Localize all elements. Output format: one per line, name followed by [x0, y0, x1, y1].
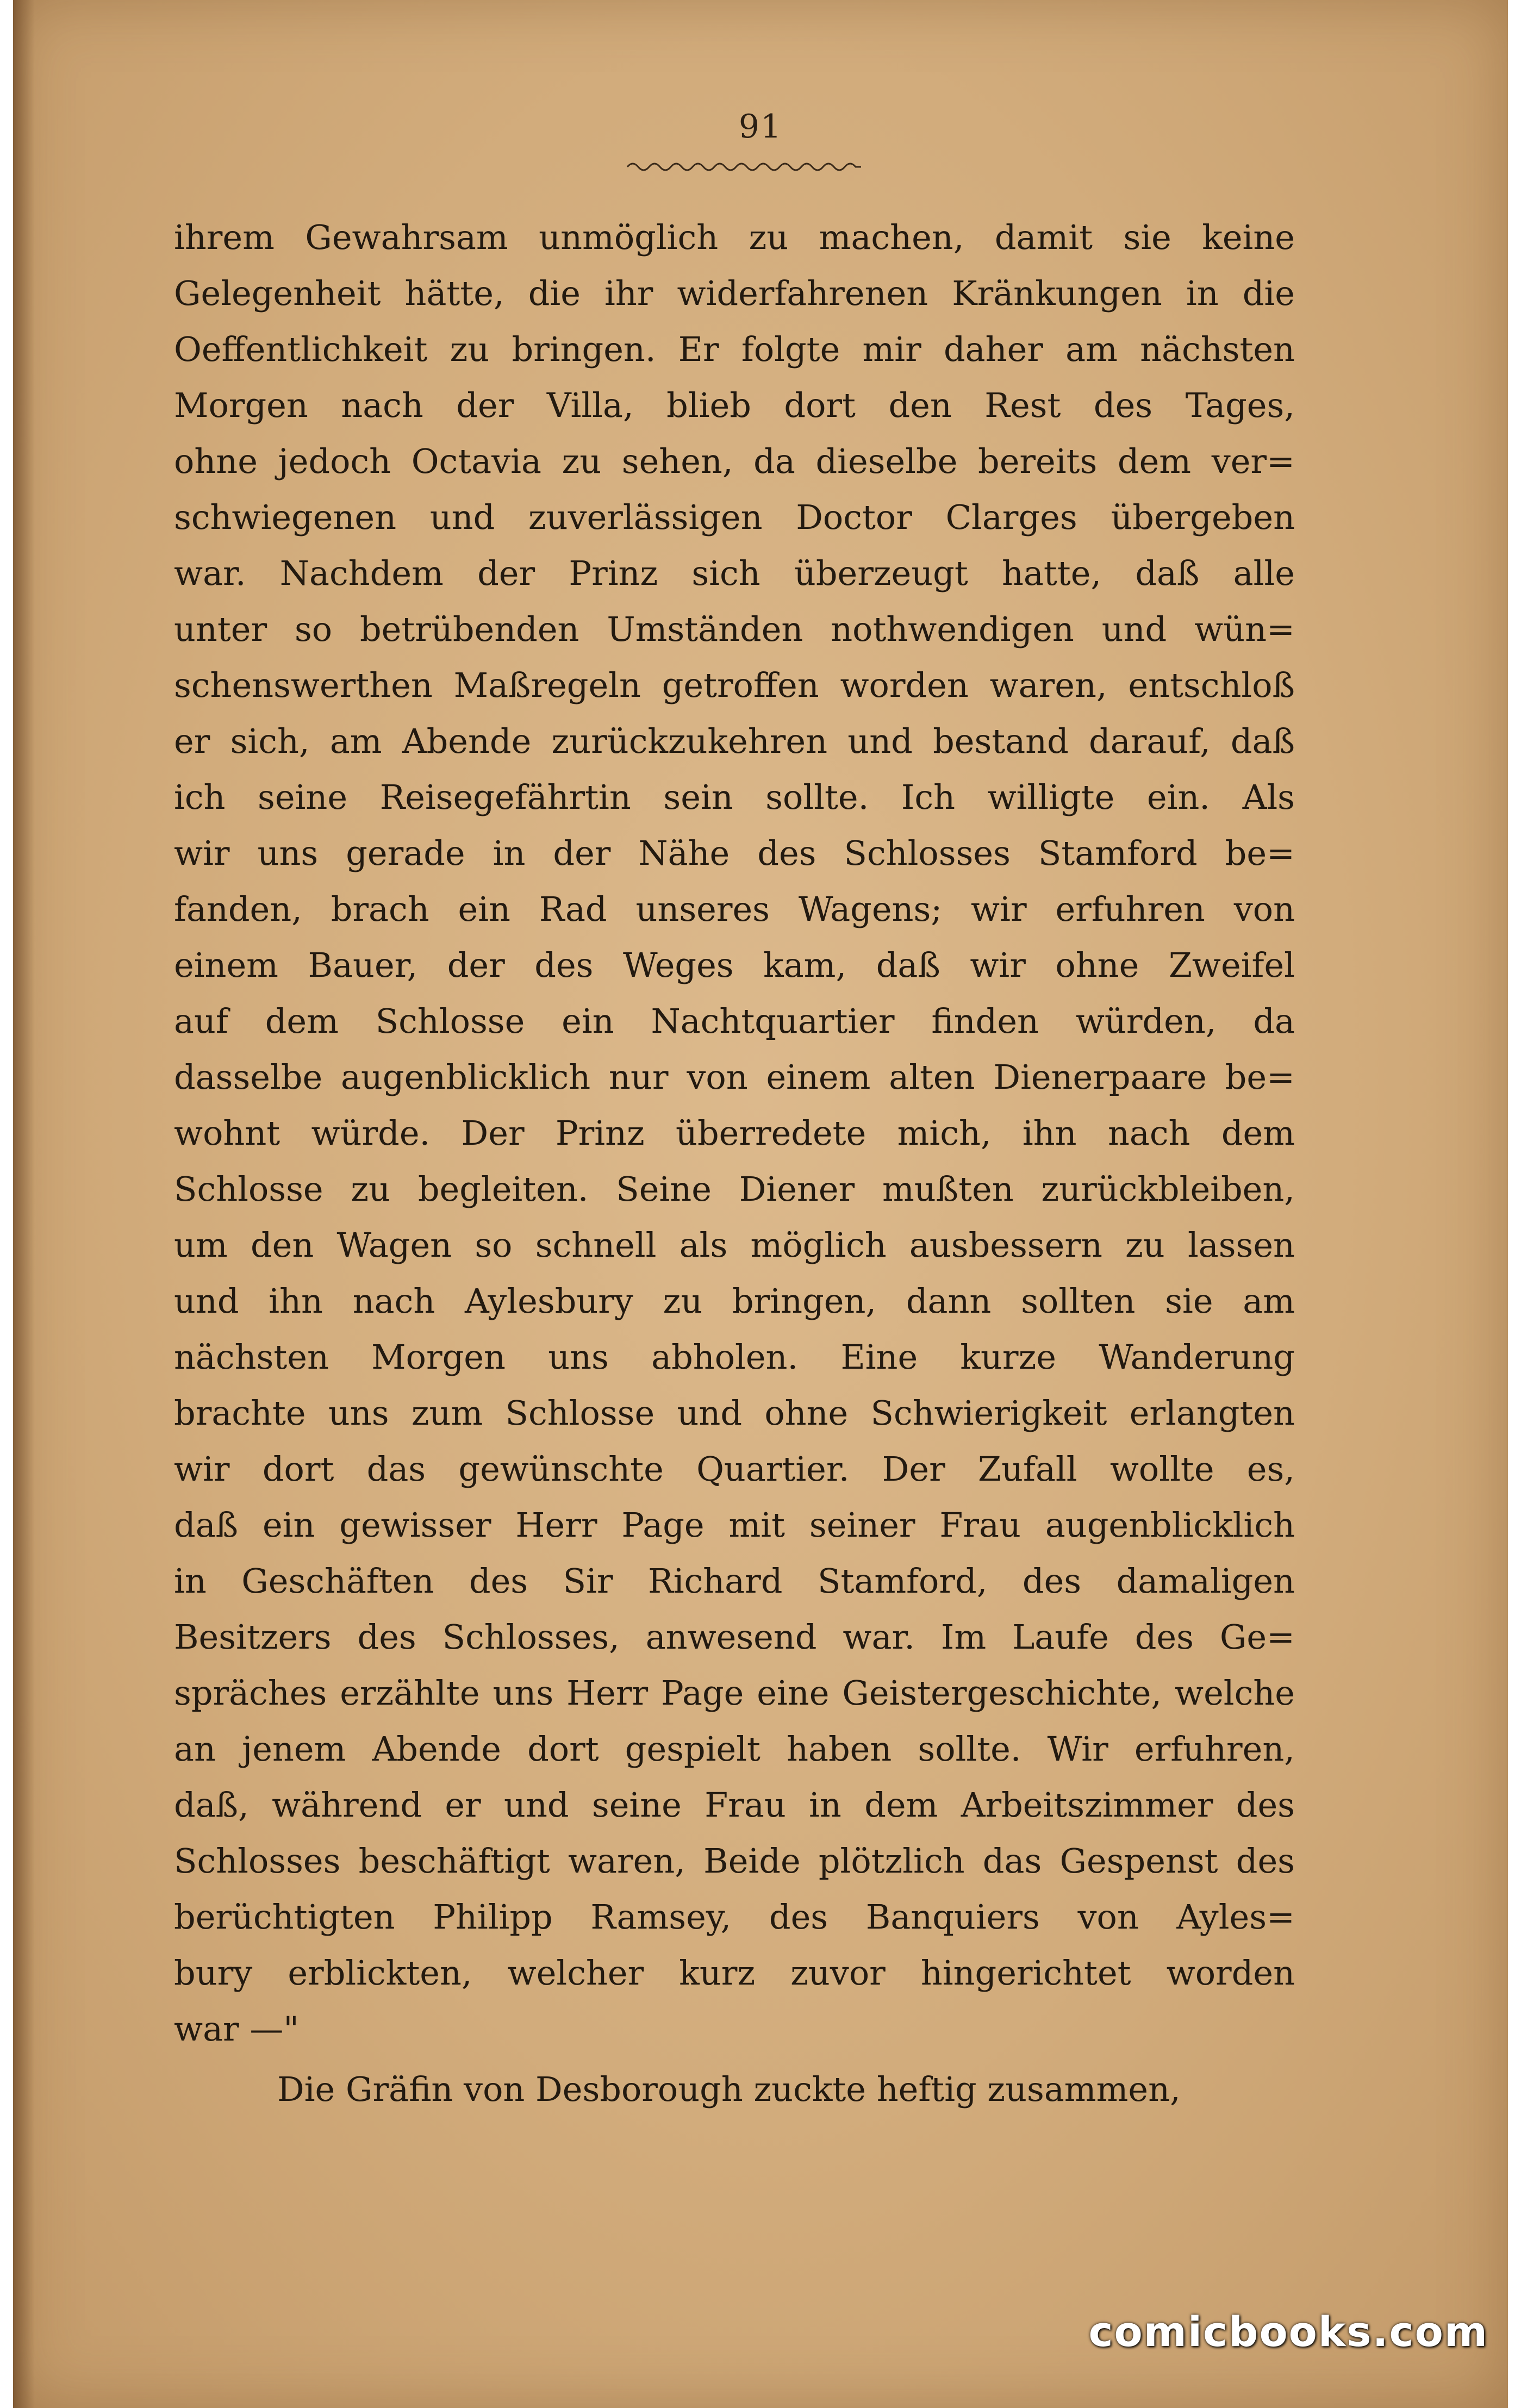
text-line: spräches erzählte uns Herr Page eine Geistergeschichte, welche	[174, 1673, 1295, 1713]
text-line: Gelegenheit hätte, die ihr widerfahrenen Kränkungen in die	[174, 273, 1295, 313]
body-text	[174, 209, 1295, 2117]
text-line: brachte uns zum Schlosse und ohne Schwierigkeit erlangten	[174, 1393, 1295, 1433]
text-line: schenswerthen Maßregeln getroffen worden waren, entschloß	[174, 665, 1295, 705]
text-line: und ihn nach Aylesbury zu bringen, dann sollten sie am	[174, 1281, 1295, 1321]
text-line: daß ein gewisser Herr Page mit seiner Frau augenblicklich	[174, 1505, 1295, 1545]
text-line: nächsten Morgen uns abholen. Eine kurze Wanderung	[174, 1337, 1295, 1377]
text-line: dasselbe augenblicklich nur von einem alten Dienerpaare be=	[174, 1057, 1295, 1097]
text-line: unter so betrübenden Umständen nothwendigen und wün=	[174, 609, 1295, 649]
ornamental-rule	[625, 155, 864, 177]
text-line: ich seine Reisegefährtin sein sollte. Ich willigte ein. Als	[174, 777, 1295, 817]
text-line: ohne jedoch Octavia zu sehen, da dieselbe bereits dem ver=	[174, 441, 1295, 481]
text-line: Schlosses beschäftigt waren, Beide plötzlich das Gespenst des	[174, 1841, 1295, 1881]
book-page	[13, 0, 1508, 2408]
text-line: auf dem Schlosse ein Nachtquartier finden würden, da	[174, 1001, 1295, 1041]
watermark-text: comicbooks.com	[1088, 2307, 1488, 2356]
text-line: er sich, am Abende zurückzukehren und bestand darauf, daß	[174, 721, 1295, 761]
text-line: an jenem Abende dort gespielt haben sollte. Wir erfuhren,	[174, 1729, 1295, 1769]
text-line: in Geschäften des Sir Richard Stamford, des damaligen	[174, 1561, 1295, 1601]
text-line: ihrem Gewahrsam unmöglich zu machen, damit sie keine	[174, 217, 1295, 257]
text-line: wir uns gerade in der Nähe des Schlosses Stamford be=	[174, 833, 1295, 873]
text-line: um den Wagen so schnell als möglich ausbessern zu lassen	[174, 1225, 1295, 1265]
text-line: berüchtigten Philipp Ramsey, des Banquiers von Ayles=	[174, 1897, 1295, 1937]
text-line: bury erblickten, welcher kurz zuvor hingerichtet worden	[174, 1953, 1295, 1993]
text-line: Morgen nach der Villa, blieb dort den Rest des Tages,	[174, 385, 1295, 425]
text-line: Besitzers des Schlosses, anwesend war. Im Laufe des Ge=	[174, 1617, 1295, 1657]
text-line: Schlosse zu begleiten. Seine Diener mußten zurückbleiben,	[174, 1169, 1295, 1209]
text-line: fanden, brach ein Rad unseres Wagens; wir erfuhren von	[174, 889, 1295, 929]
text-line: Die Gräfin von Desborough zuckte heftig zusammen,	[277, 2069, 1181, 2109]
text-line: einem Bauer, der des Weges kam, daß wir ohne Zweifel	[174, 945, 1295, 985]
text-line: wir dort das gewünschte Quartier. Der Zufall wollte es,	[174, 1449, 1295, 1489]
text-line: war. Nachdem der Prinz sich überzeugt hatte, daß alle	[174, 553, 1295, 593]
text-line: wohnt würde. Der Prinz überredete mich, ihn nach dem	[174, 1113, 1295, 1153]
text-line: Oeffentlichkeit zu bringen. Er folgte mir daher am nächsten	[174, 329, 1295, 369]
text-line: war —"	[174, 2009, 299, 2049]
text-line: daß, während er und seine Frau in dem Arbeitszimmer des	[174, 1785, 1295, 1825]
text-line: schwiegenen und zuverlässigen Doctor Clarges übergeben	[174, 497, 1295, 537]
page-number: 91	[738, 108, 783, 146]
